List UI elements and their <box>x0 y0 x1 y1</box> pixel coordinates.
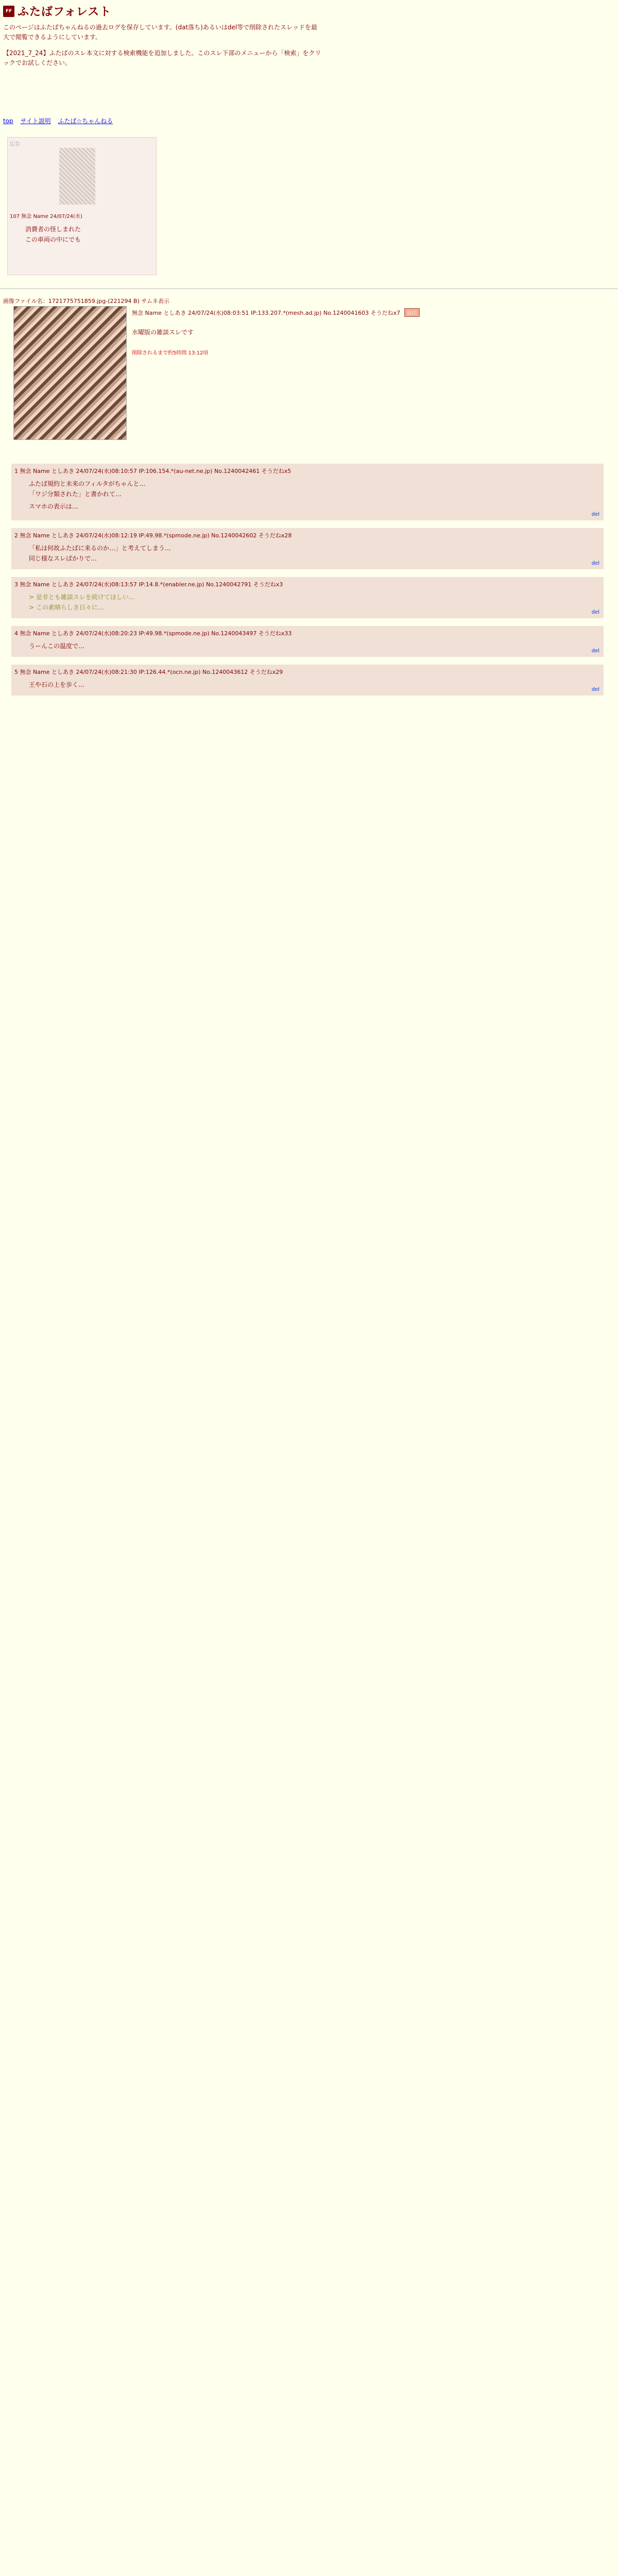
del-link[interactable]: del <box>591 561 599 566</box>
reply-header: 2 無念 Name としあき 24/07/24(水)08:12:19 IP:49.98.*(spmode.ne.jp) No.1240042602 そうだねx28 <box>14 532 292 539</box>
intro-line: 【2021_7_24】ふたばのスレ本文に対する検索機能を追加しました。このスレ下部のメニューから「検索」をクリックでお試しください。 <box>3 49 321 66</box>
reply-post <box>11 464 604 520</box>
intro-line: このページはふたばちゃんねるの過去ログを保存しています。(dat落ち)あるいはdel等で削除されたスレッドを最大で閲覧できるようにしています。 <box>3 24 318 41</box>
reply-post <box>11 665 604 696</box>
top-nav <box>3 116 118 125</box>
del-link[interactable]: del <box>591 687 599 692</box>
reply-post <box>11 528 604 569</box>
ad-banner[interactable] <box>7 137 157 275</box>
reply-post <box>11 626 604 657</box>
reply-line: 同じ様なスレばかりで… <box>29 555 97 562</box>
site-title: ふたばフォレスト <box>18 6 112 19</box>
site-logo[interactable]: FF <box>3 6 14 17</box>
op-header-text: 無念 Name としあき 24/07/24(水)08:03:51 IP:133.207.*(mesh.ad.jp) No.1240041603 そうだねx7 <box>132 310 401 316</box>
reply-header: 5 無念 Name としあき 24/07/24(水)08:21:30 IP:126.44.*(ocn.ne.jp) No.1240043612 そうだねx29 <box>14 669 283 675</box>
op-body: 水曜版の雑談スレです <box>132 329 194 336</box>
ad-body <box>25 224 81 245</box>
reply-header: 3 無念 Name としあき 24/07/24(水)08:13:57 IP:14.8.*(enabler.ne.jp) No.1240042791 そうだねx3 <box>14 581 283 588</box>
del-link[interactable]: del <box>591 512 599 517</box>
op-expire: 削除されるまで約5時間 13:12頃 <box>132 350 209 356</box>
ad-line: この車両の中にでも <box>25 236 81 243</box>
ad-line: 消費者の怪しまれた <box>25 226 81 233</box>
site-header <box>3 3 111 19</box>
op-header <box>132 308 420 317</box>
op-image-link[interactable]: 画像ファイル名：1721775751859.jpg-(221294 B) サムネ表示 <box>3 298 169 304</box>
intro-text <box>3 23 322 74</box>
op-post <box>3 297 616 356</box>
ad-meta: 107 無念 Name 24/07/24(水) <box>10 214 82 219</box>
reply-line: スマホの表示は… <box>29 503 78 510</box>
reply-header: 4 無念 Name としあき 24/07/24(水)08:20:23 IP:49.98.*(spmode.ne.jp) No.1240043497 そうだねx33 <box>14 630 292 637</box>
reply-post <box>11 577 604 618</box>
nav-about-link[interactable]: サイト説明 <box>20 117 51 125</box>
reply-line: 「私は何故ふたばに来るのか…」と考えてしまう… <box>29 545 171 552</box>
reply-line: 王や石の上を歩く… <box>29 681 85 688</box>
reply-button[interactable]: 返信 <box>404 308 420 317</box>
reply-quote: > 是非とも雑談スレを続けてほしい… <box>29 594 135 601</box>
op-thumbnail[interactable] <box>13 306 127 440</box>
del-link[interactable]: del <box>591 609 599 615</box>
reply-line: ふたば規約と未来のフィルタがちゃんと… <box>29 480 146 487</box>
reply-quote: > この素晴らしき日々に… <box>29 604 104 611</box>
reply-header: 1 無念 Name としあき 24/07/24(水)08:10:57 IP:106.154.*(au-net.ne.jp) No.1240042461 そうだねx5 <box>14 468 291 474</box>
ad-image[interactable] <box>59 148 95 205</box>
reply-line: 「ワジ分類された」と書かれて… <box>29 490 122 498</box>
ad-label: 広告 <box>10 142 20 147</box>
nav-futaba-link[interactable]: ふたば☆ちゃんねる <box>58 117 113 125</box>
del-link[interactable]: del <box>591 648 599 654</box>
nav-top-link[interactable]: top <box>3 117 13 125</box>
reply-line: うーんこの温度で… <box>29 642 85 650</box>
